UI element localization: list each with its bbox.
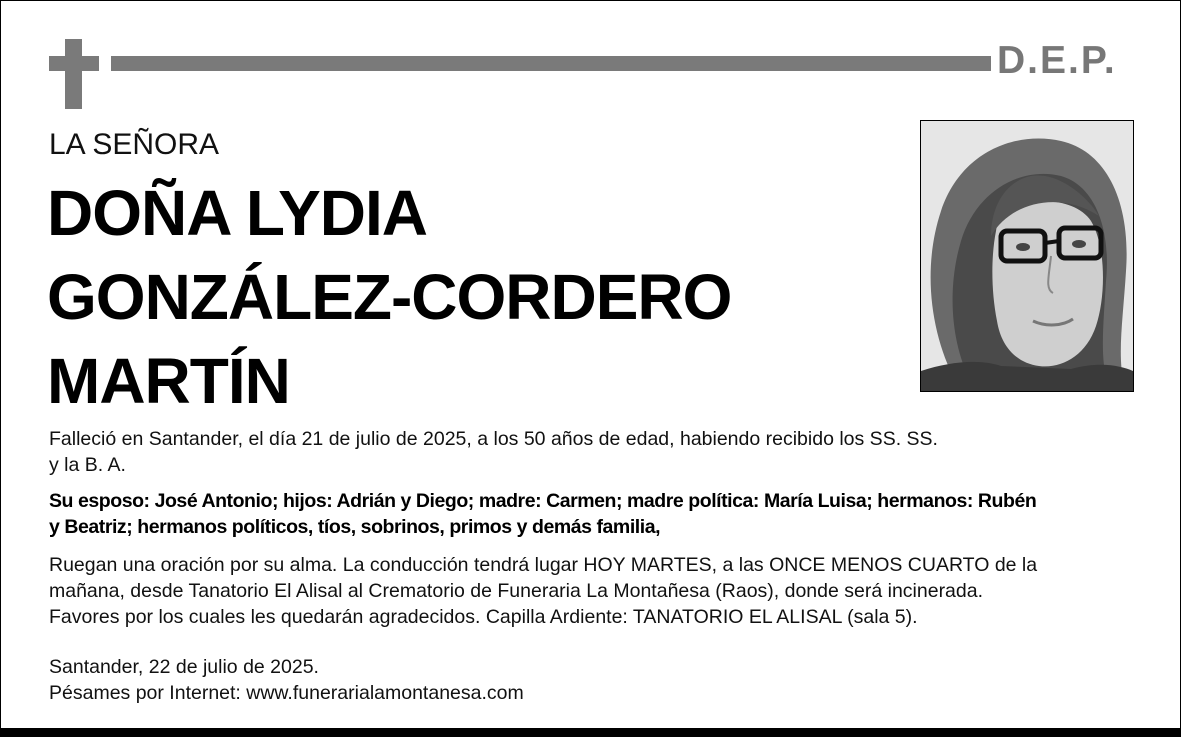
text-line: Su esposo: José Antonio; hijos: Adrián y Diego; madre: Carmen; madre política: María Luisa; hermanos: Rubén [49, 490, 1037, 512]
portrait-illustration [921, 121, 1133, 391]
portrait-photo [920, 120, 1134, 392]
footer [49, 654, 524, 706]
name-line: MARTÍN [47, 345, 290, 417]
intro-label: LA SEÑORA [49, 128, 220, 161]
text-line: Ruegan una oración por su alma. La conducción tendrá lugar HOY MARTES, a las ONCE MENOS CUARTO de la [49, 554, 1038, 576]
bottom-border [1, 728, 1180, 736]
text-line: Falleció en Santander, el día 21 de julio de 2025, a los 50 años de edad, habiendo recibido los SS. SS. [49, 428, 938, 450]
text-line: mañana, desde Tanatorio El Alisal al Crematorio de Funeraria La Montañesa (Raos), donde será incinerada. [49, 580, 984, 602]
text-line: y la B. A. [49, 454, 126, 476]
header-rule [111, 56, 991, 71]
dep-heading: D.E.P. [997, 39, 1117, 82]
deceased-name [47, 171, 731, 423]
service-details [49, 552, 1037, 630]
condolence-link-line: Pésames por Internet: www.funerarialamontanesa.com [49, 682, 524, 704]
death-notice [49, 426, 938, 478]
latin-cross-icon [49, 39, 99, 109]
name-line: GONZÁLEZ-CORDERO [47, 261, 732, 333]
family-list [49, 488, 1036, 540]
date-line: Santander, 22 de julio de 2025. [49, 656, 319, 678]
text-line: y Beatriz; hermanos políticos, tíos, sobrinos, primos y demás familia, [49, 516, 661, 538]
text-line: Favores por los cuales les quedarán agradecidos. Capilla Ardiente: TANATORIO EL ALISAL (sala 5). [49, 606, 918, 628]
name-line: DOÑA LYDIA [47, 177, 427, 249]
